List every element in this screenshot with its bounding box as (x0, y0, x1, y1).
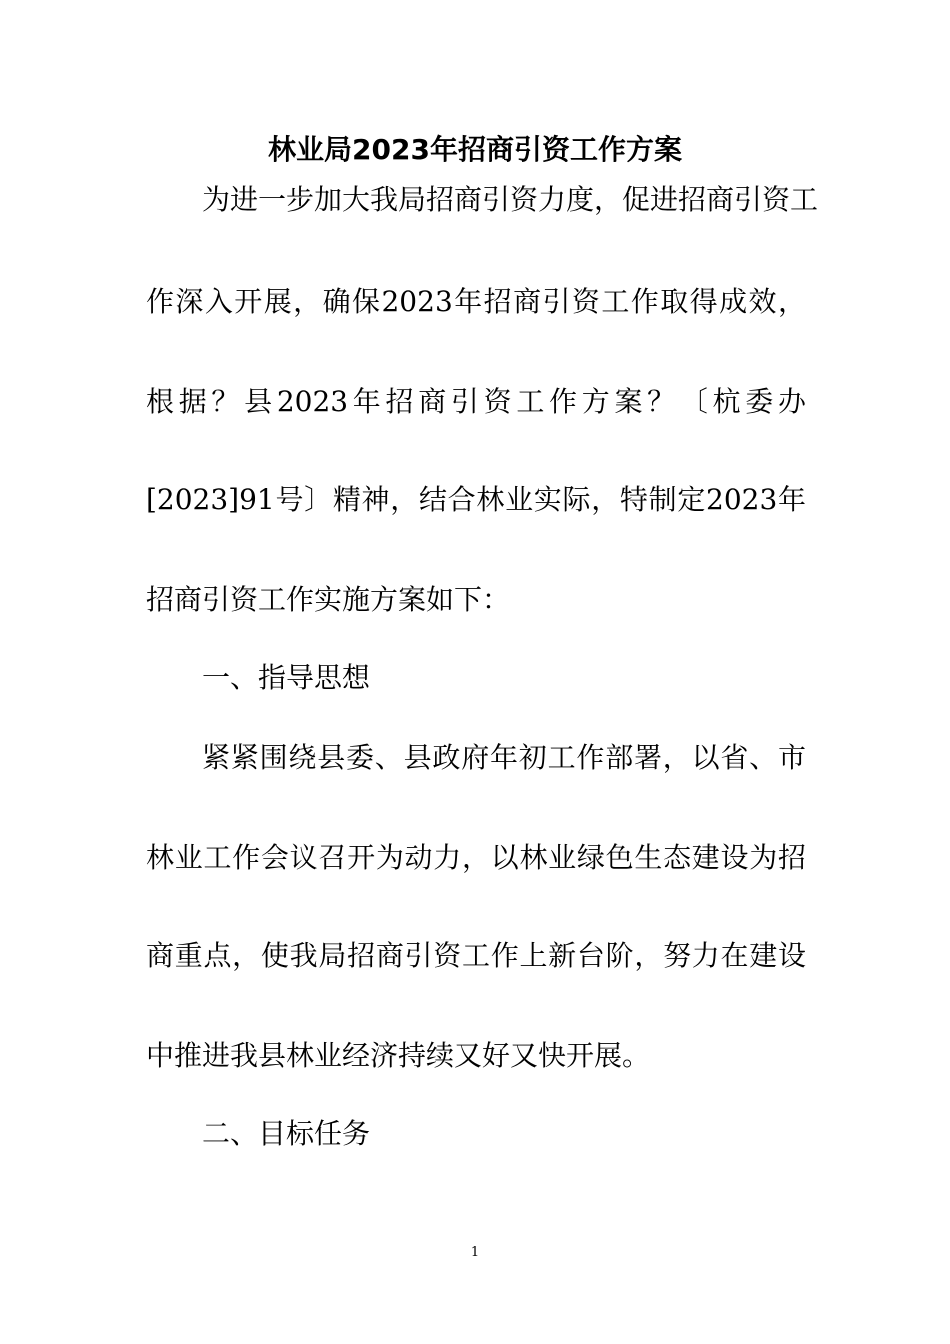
section-heading-guiding-thought: 一、指导思想 (202, 661, 371, 694)
paragraph-line-5: 招商引资工作实施方案如下： (146, 583, 511, 616)
paragraph-line-9: 中推进我县林业经济持续又好又快开展。 (146, 1039, 651, 1072)
paragraph-line-4: [2023]91号〕精神，结合林业实际，特制定2023年 (146, 483, 806, 516)
paragraph-line-6: 紧紧围绕县委、县政府年初工作部署，以省、市 (202, 741, 806, 774)
paragraph-line-1: 为进一步加大我局招商引资力度，促进招商引资工 (202, 183, 819, 216)
paragraph-line-2: 作深入开展，确保2023年招商引资工作取得成效， (146, 285, 806, 318)
paragraph-line-8: 商重点，使我局招商引资工作上新台阶，努力在建设 (146, 939, 806, 972)
paragraph-line-7: 林业工作会议召开为动力，以林业绿色生态建设为招 (146, 841, 806, 874)
section-heading-target-tasks: 二、目标任务 (202, 1117, 371, 1150)
page-number: 1 (470, 1245, 480, 1260)
paragraph-line-3: 根据？县2023年招商引资工作方案？〔杭委办 (146, 385, 806, 418)
document-title: 林业局2023年招商引资工作方案 (268, 133, 682, 166)
